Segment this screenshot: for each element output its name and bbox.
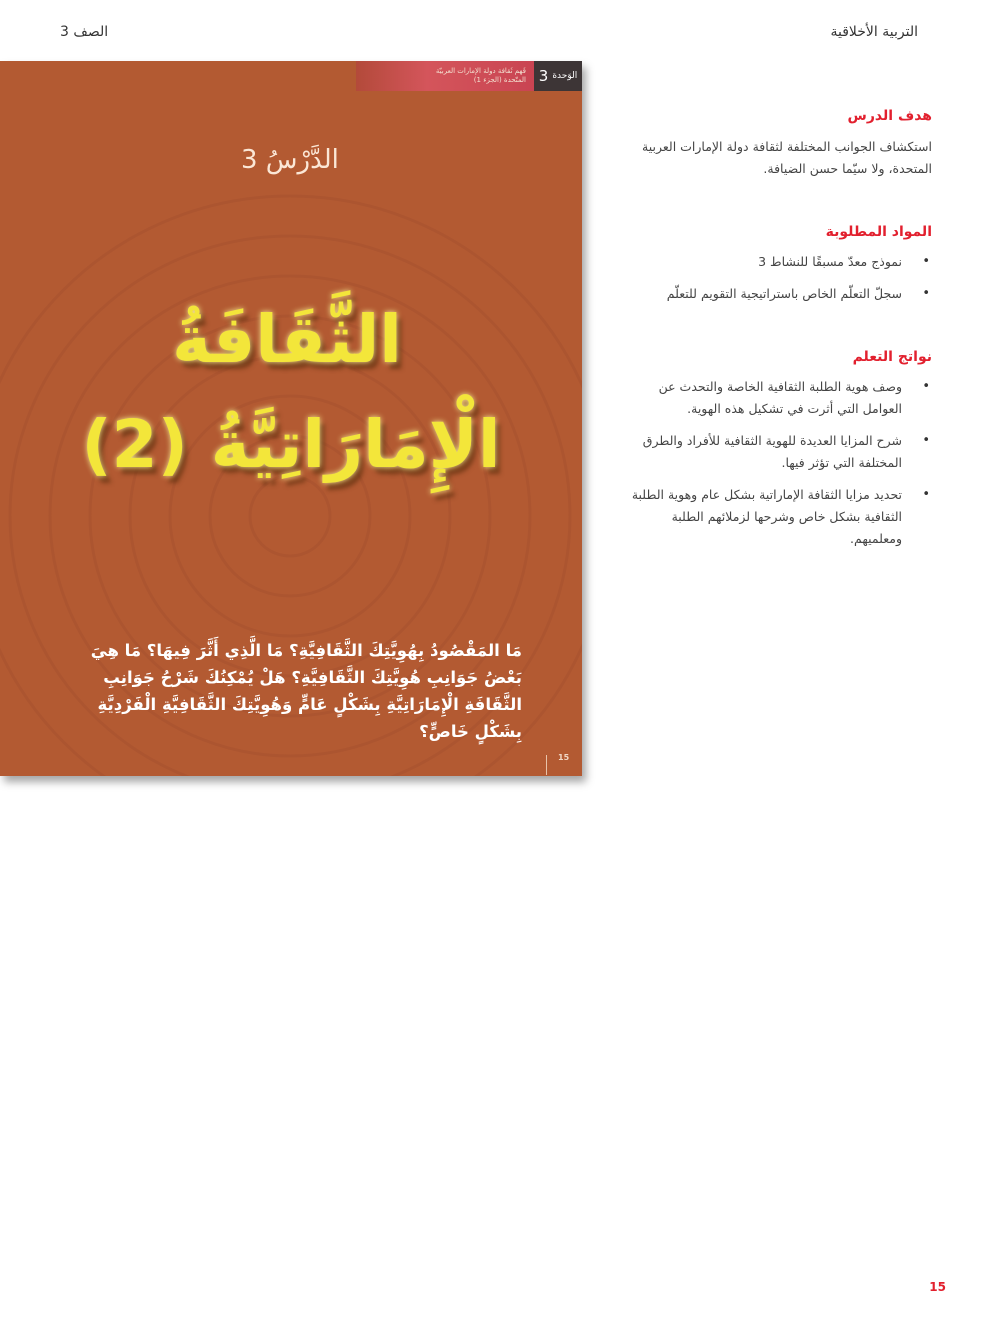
lesson-goal-section xyxy=(620,108,932,180)
unit-title-strip xyxy=(356,61,534,91)
preview-page-divider xyxy=(546,755,547,775)
outcomes-section xyxy=(620,349,932,560)
lesson-label: الدَّرْسُ 3 xyxy=(241,145,339,175)
lesson-title-line2: الْإِمَارَاتِيَّةُ (2) xyxy=(81,406,501,483)
unit-title-line1: فَهم ثَقافة دولة الإمارات العربيّة xyxy=(435,67,526,75)
materials-list xyxy=(620,251,932,305)
lesson-goal-title: هدف الدرس xyxy=(847,108,932,124)
list-item: • وصف هوية الطلبة الثقافية الخاصة والتحدث عن العوامل التي أثرت في تشكيل هذه الهوية. xyxy=(620,376,932,420)
lesson-title-line1: الثَّقَافَةُ xyxy=(172,301,402,378)
materials-title: المواد المطلوبة xyxy=(825,224,932,240)
header-subject: التربية الأخلاقية xyxy=(830,24,918,40)
list-item: • تحديد مزايا الثقافة الإماراتية بشكل عام وهوية الطلبة الثقافية بشكل خاص وشرحها لزملائهم الطلبة ومعلميهم. xyxy=(620,484,932,550)
list-item: • شرح المزايا العديدة للهوية الثقافية للأفراد والطرق المختلفة التي تؤثر فيها. xyxy=(620,430,932,474)
bullet-icon: • xyxy=(922,433,930,448)
list-item: • نموذج معدّ مسبقًا للنشاط 3 xyxy=(620,251,932,273)
bullet-icon: • xyxy=(922,286,930,301)
bullet-icon: • xyxy=(922,487,930,502)
bullet-icon: • xyxy=(922,379,930,394)
unit-number: 3 xyxy=(538,67,549,85)
unit-label: الوَحدة xyxy=(552,71,578,81)
list-item: • سجلّ التعلّم الخاص باستراتيجية التقويم للتعلّم xyxy=(620,283,932,305)
header-grade: الصف 3 xyxy=(60,24,109,40)
materials-section xyxy=(620,224,932,315)
page-number: 15 xyxy=(929,1280,946,1294)
lesson-question: مَا المَقْصُودُ بِهُوِيَّتِكَ الثَّقَافِيَّةِ؟ مَا الَّذِي أَثَّرَ فِيهَا؟ مَا هِيَ بَعْضُ جَوَانِبِ هُوِيَّتِكَ الثَّقَافِيَّةِ؟ هَلْ يُمْكِنُكَ شَرْحُ جَوَانِبِ الثَّقَافَةِ الْإِمَارَاتِيَّةِ بِشَكْلٍ عَامٍّ وَهُوِيَّتِكَ الثَّقَافِيَّةِ الْفَرْدِيَّةِ بِشَكْلٍ خَاصٍّ؟ xyxy=(90,641,522,741)
outcomes-title: نواتج التعلم xyxy=(852,349,932,365)
bullet-icon: • xyxy=(922,254,930,269)
outcomes-list xyxy=(620,376,932,550)
unit-title-line2: المتّحدة (الجزء 1) xyxy=(473,76,526,84)
lesson-goal-text: استكشاف الجوانب المختلفة لثقافة دولة الإمارات العربية المتحدة، ولا سيّما حسن الضيافة. xyxy=(642,139,932,176)
preview-page-number: 15 xyxy=(558,753,570,762)
unit-badge xyxy=(534,61,582,91)
lesson-cover-preview xyxy=(0,61,582,776)
